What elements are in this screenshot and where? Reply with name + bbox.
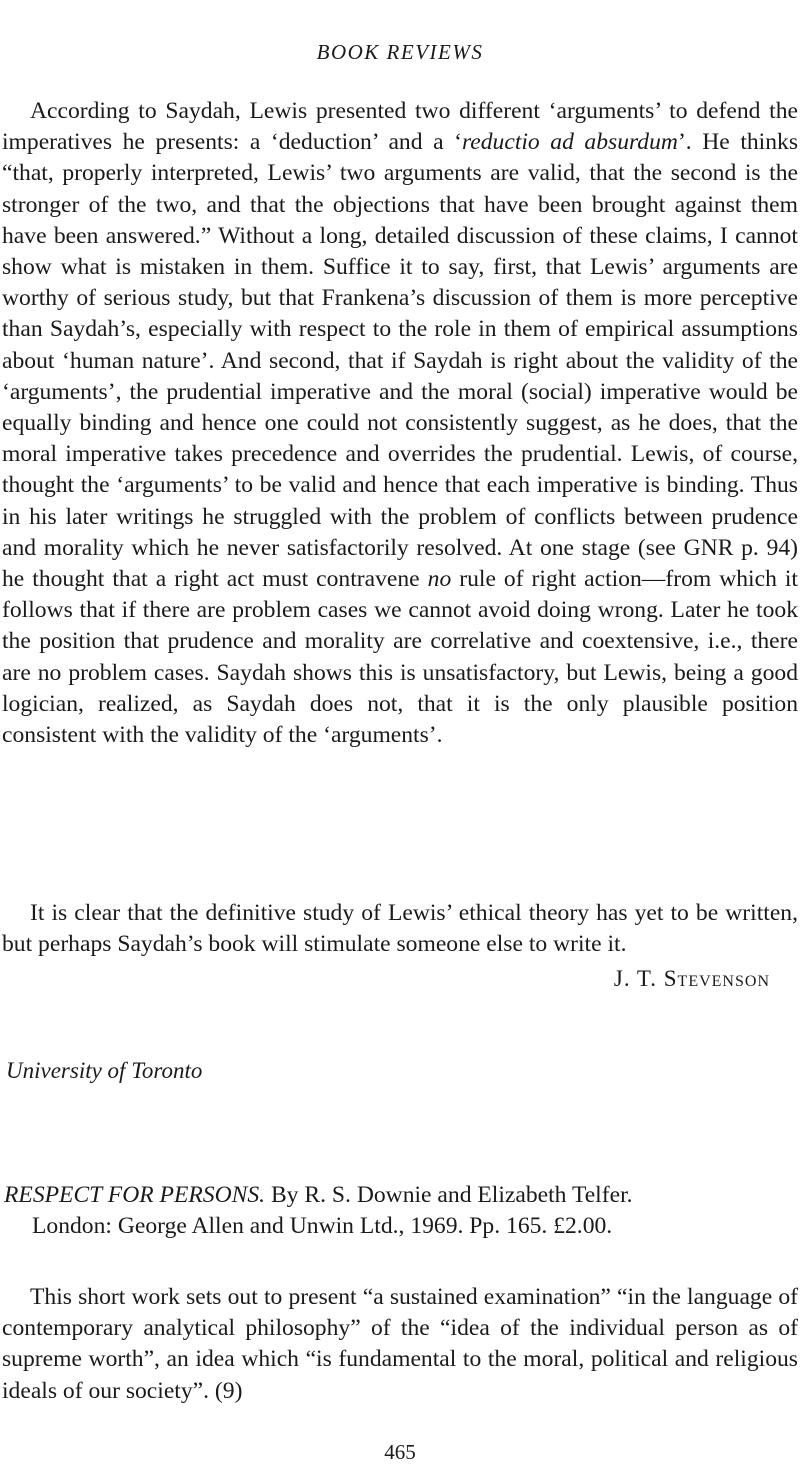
paragraph: It is clear that the definitive study of Lewis’ ethical theory has yet to be written, but perhaps Saydah’s book will stimulate someone else to write it. [2, 900, 798, 958]
paragraph-text: According to Saydah, Lewis presented two different ‘arguments’ to defend the imperatives he presents: a ‘deduction’ and a ‘ [2, 98, 798, 156]
review-body [2, 1282, 798, 1407]
reviewer-signature [614, 966, 770, 992]
running-head: BOOK REVIEWS [316, 40, 484, 64]
book-title: RESPECT FOR PERSONS. [4, 1182, 266, 1208]
page-number: 465 [384, 1440, 416, 1464]
book-authors: By R. S. Downie and Elizabeth Telfer. [265, 1182, 633, 1208]
citation-line [4, 1180, 798, 1211]
paragraph: This short work sets out to present “a sustained examination” “in the language of contemporary analytical philosophy” of the “idea of the individual person as of supreme worth”, an idea which “is fundamental to the moral, political and religious ideals of our society”. (9) [2, 1284, 798, 1404]
emphasis-text: no [427, 566, 452, 593]
review-body [2, 96, 798, 751]
paragraph [2, 96, 798, 751]
book-citation [4, 1180, 798, 1242]
reviewer-initials: J. T. [613, 966, 664, 991]
paragraph-text: ’. He thinks “that, properly interpreted, Lewis’ two arguments are valid, that the second is the stronger of the two, and that the objections that have been brought against them have been answered.” Without a long, detailed discussion of these claims, I cannot show what is mistaken in them. Suffice it to say, first, that Lewis’ arguments are worthy of serious study, but that Frankena’s discussion of them is more perceptive than Saydah’s, especially with respect to the role in them of empirical assumptions about ‘human nature’. And second, that if Saydah is right about the validity of the ‘arguments’, the prudential imperative and the moral (social) imperative would be equally binding and hence one could not consistently suggest, as he does, that the moral imperative takes precedence and overrides the prudential. Lewis, of course, thought the ‘arguments’ to be valid and hence that each imperative is binding. Thus in his later writings he struggled with the problem of conflicts between prudence and morality which he never satisfactorily resolved. At one stage (see GNR p. 94) he thought that a right act must contravene [2, 129, 798, 593]
book-publication: London: George Allen and Unwin Ltd., 1969. Pp. 165. £2.00. [32, 1213, 613, 1239]
emphasis-text: reductio ad absurdum [461, 129, 678, 156]
paragraph-text: rule of right action—from which it follows that if there are problem cases we cannot avoid doing wrong. Later he took the position that prudence and morality are correlative and coextensive, i.e., there are no problem cases. Saydah shows this is unsatisfactory, but Lewis, being a good logician, realized, as Saydah does not, that it is the only plausible position consistent with the validity of the ‘arguments’. [2, 566, 798, 749]
reviewer-affiliation: University of Toronto [6, 1058, 203, 1083]
review-closing [2, 898, 798, 960]
reviewer-surname: Stevenson [663, 966, 770, 991]
